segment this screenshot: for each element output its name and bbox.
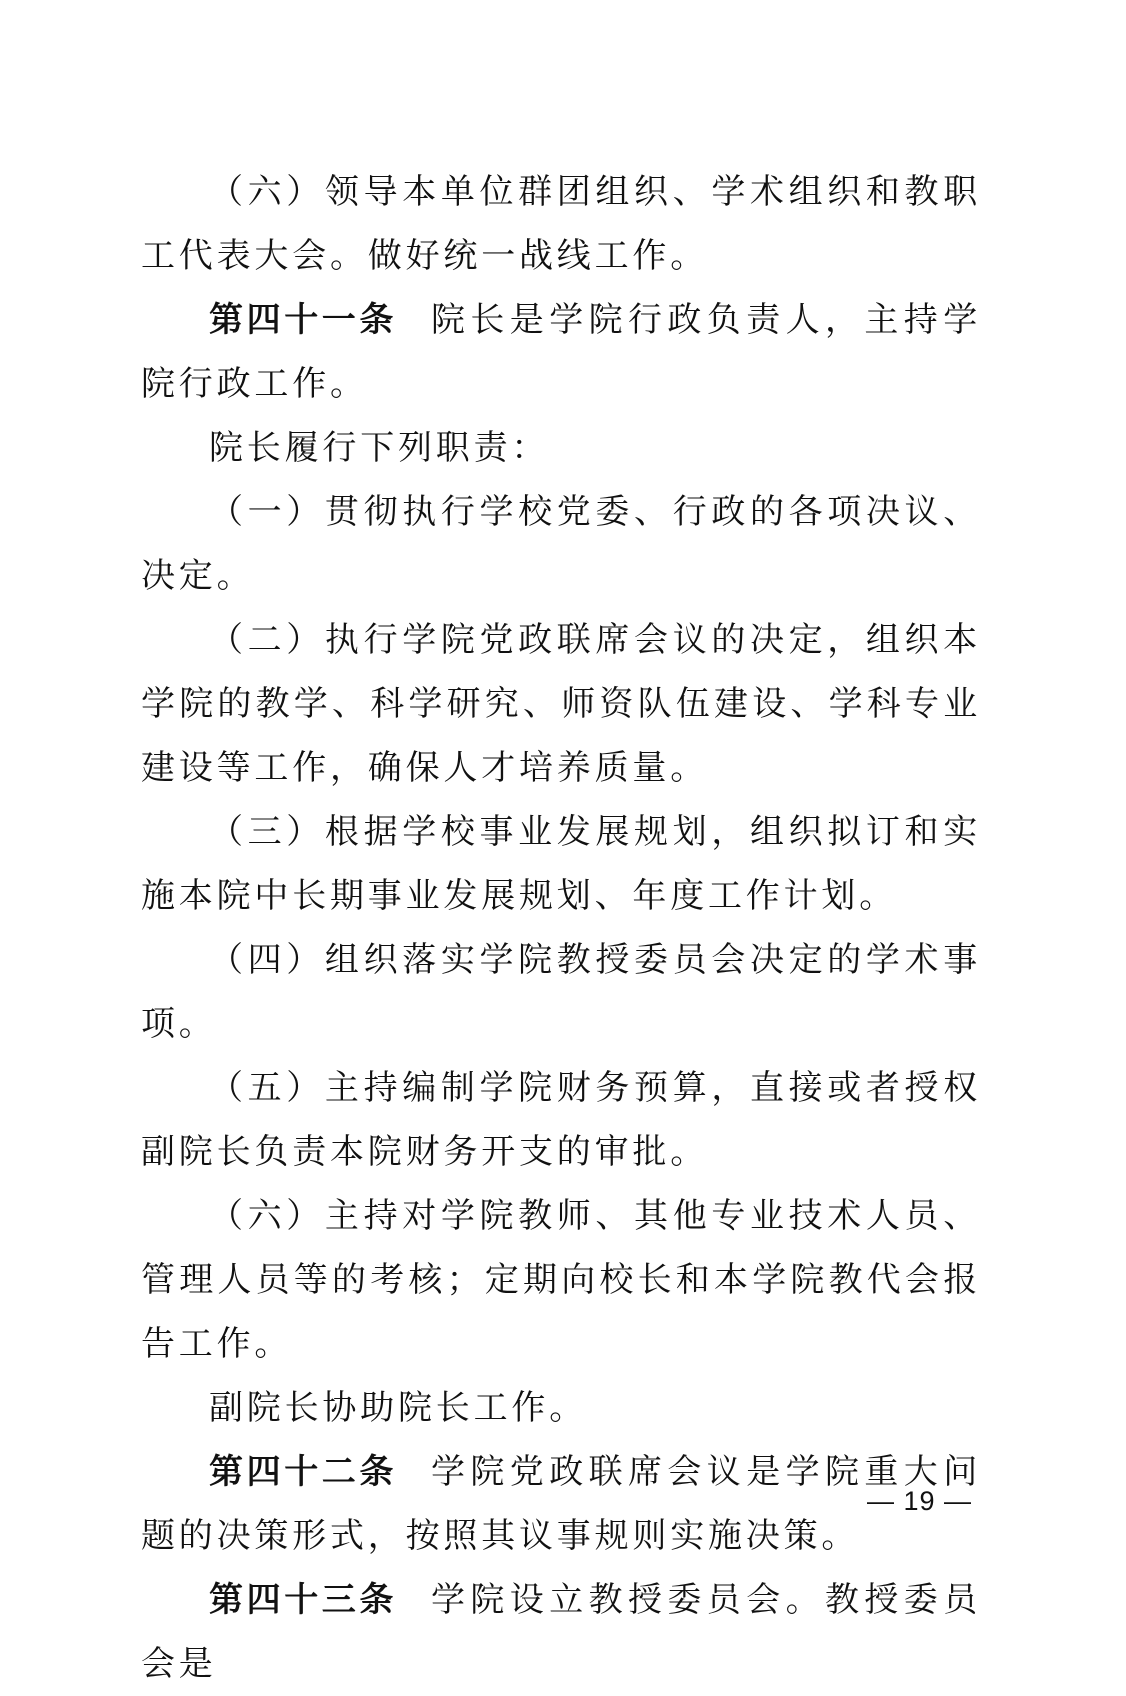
- page-number: — 19 —: [866, 1486, 972, 1516]
- paragraph-text: 副院长协助院长工作。: [209, 1388, 587, 1428]
- duty-item-1: [141, 480, 981, 608]
- paragraph-text: （二）执行学院党政联席会议的决定，组织本学院的教学、科学研究、师资队伍建设、学科专业建设等工作，确保人才培养质量。: [141, 620, 981, 788]
- duty-item-5: [141, 1056, 981, 1184]
- paragraph-text: （六）主持对学院教师、其他专业技术人员、管理人员等的考核；定期向校长和本学院教代会报告工作。: [141, 1196, 981, 1364]
- paragraph-text: （一）贯彻执行学校党委、行政的各项决议、决定。: [141, 492, 981, 596]
- paragraph-text: 学院设立教授委员会。教授委员会是: [141, 1580, 981, 1684]
- paragraph-text: （三）根据学校事业发展规划，组织拟订和实施本院中长期事业发展规划、年度工作计划。: [141, 812, 981, 916]
- duty-item-6: [141, 1184, 981, 1376]
- duty-item-2: [141, 608, 981, 800]
- paragraph-text: 院长履行下列职责：: [209, 428, 550, 468]
- article-41: [141, 288, 981, 416]
- duty-item-3: [141, 800, 981, 928]
- document-body: [141, 160, 981, 1696]
- article-42: [141, 1440, 981, 1568]
- article-heading: 第四十三条: [209, 1580, 397, 1620]
- paragraph-text: （六）领导本单位群团组织、学术组织和教职工代表大会。做好统一战线工作。: [141, 172, 981, 276]
- paragraph-10: [141, 1376, 981, 1440]
- article-heading: 第四十二条: [209, 1452, 397, 1492]
- paragraph-text: （四）组织落实学院教授委员会决定的学术事项。: [141, 940, 981, 1044]
- paragraph-text: 学院党政联席会议是学院重大问题的决策形式，按照其议事规则实施决策。: [141, 1452, 981, 1556]
- article-heading: 第四十一条: [209, 300, 397, 340]
- paragraph-text: 院长是学院行政负责人，主持学院行政工作。: [141, 300, 981, 404]
- duty-item-4: [141, 928, 981, 1056]
- article-43: [141, 1568, 981, 1696]
- paragraph-text: （五）主持编制学院财务预算，直接或者授权副院长负责本院财务开支的审批。: [141, 1068, 981, 1172]
- paragraph-1: [141, 160, 981, 288]
- paragraph-3: [141, 416, 981, 480]
